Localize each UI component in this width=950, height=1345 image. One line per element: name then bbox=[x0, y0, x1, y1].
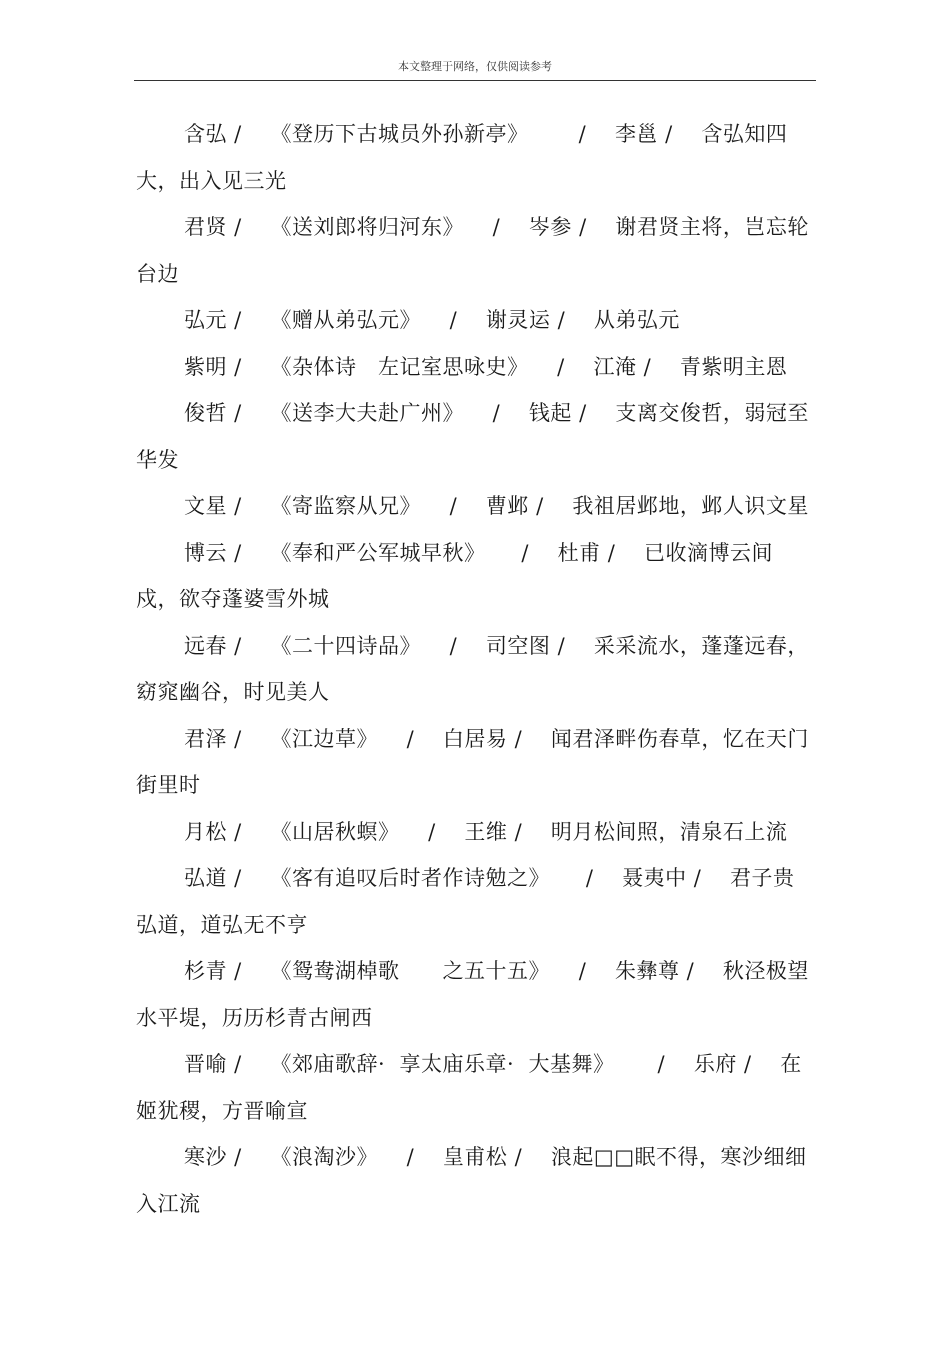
header-text: 本文整理于网络，仅供阅读参考 bbox=[398, 60, 552, 73]
poem-entry-1: 含弘 / 《登历下古城员外孙新亭》 / 李邕 / 含弘知四大，出入见三光 bbox=[136, 122, 788, 193]
poem-entry-5: 俊哲 / 《送李大夫赴广州》 / 钱起 / 支离交俊哲，弱冠至华发 bbox=[136, 401, 809, 472]
poem-entry-12: 杉青 / 《鸳鸯湖棹歌 之五十五》 / 朱彝尊 / 秋泾极望水平堤，历历杉青古闸西 bbox=[136, 959, 809, 1030]
poem-entry-2: 君贤 / 《送刘郎将归河东》 / 岑参 / 谢君贤主将，岂忘轮台边 bbox=[136, 215, 809, 286]
poem-entry-4: 紫明 / 《杂体诗 左记室思咏史》 / 江淹 / 青紫明主恩 bbox=[184, 354, 788, 379]
poem-entry-13: 晋喻 / 《郊庙歌辞· 享太庙乐章· 大基舞》 / 乐府 / 在姬犹稷，方晋喻宣 bbox=[136, 1052, 802, 1123]
poem-entry-9: 君泽 / 《江边草》 / 白居易 / 闻君泽畔伤春草，忆在天门街里时 bbox=[136, 726, 809, 797]
poem-entry-11: 弘道 / 《客有追叹后时者作诗勉之》 / 聂夷中 / 君子贵弘道，道弘无不亨 bbox=[136, 866, 795, 937]
page-header bbox=[134, 56, 816, 81]
document-body bbox=[136, 111, 812, 1227]
poem-entry-6: 文星 / 《寄监察从兄》 / 曹邺 / 我祖居邺地，邺人识文星 bbox=[184, 494, 809, 518]
poem-entry-14: 寒沙 / 《浪淘沙》 / 皇甫松 / 浪起□□眠不得，寒沙细细入江流 bbox=[136, 1145, 807, 1216]
poem-entry-3: 弘元 / 《赠从弟弘元》 / 谢灵运 / 从弟弘元 bbox=[184, 308, 680, 332]
poem-entry-7: 博云 / 《奉和严公军城早秋》 / 杜甫 / 已收滴博云间戍，欲夺蓬婆雪外城 bbox=[136, 540, 774, 611]
poem-entry-10: 月松 / 《山居秋螟》 / 王维 / 明月松间照，清泉石上流 bbox=[184, 819, 788, 844]
poem-entry-8: 远春 / 《二十四诗品》 / 司空图 / 采采流水，蓬蓬远春，窈窕幽谷，时见美人 bbox=[136, 633, 809, 704]
